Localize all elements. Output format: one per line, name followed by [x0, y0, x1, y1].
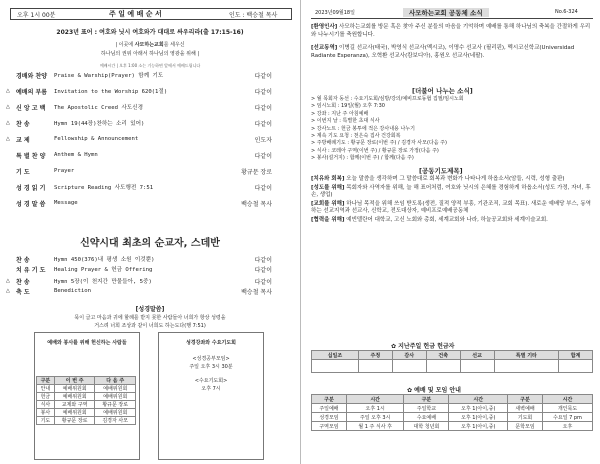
share-item: > 임시노회 : 19일(월) 오후 7:30 — [311, 103, 385, 110]
bulletin-number: No.6-324 — [555, 9, 578, 15]
order-desc-main: Invitation to the Worship — [54, 89, 139, 95]
order-by: 다같이 — [254, 104, 272, 112]
share-news-list — [311, 96, 593, 163]
prayer-item — [311, 201, 593, 216]
order-mark: △ — [6, 278, 10, 284]
prayer-text: 예빈델란어 대학교, 고신 노회와 총회, 세계교회와 나라, 하늘공교회와 세계이슬교회. — [344, 216, 548, 223]
worship-note: 예배시간 | 오후 1:00 소는 기능하면 앞에서 예배드립니다 — [99, 63, 201, 68]
verse-title: [성경말씀] — [135, 306, 165, 313]
order-mark — [6, 150, 16, 160]
order-name: 치 유 기 도 — [16, 266, 46, 274]
order-by: 다같이 — [254, 184, 272, 192]
offering-table — [311, 350, 593, 373]
offering-head-cell: 십일조 — [312, 351, 359, 360]
order-desc — [54, 134, 202, 144]
order-by: 인도자 — [254, 136, 272, 144]
service-head-cell: 이 번 주 — [54, 377, 95, 385]
schedule-table — [311, 394, 593, 431]
offering-value-cell — [494, 360, 558, 373]
schedule-cell: 오후 1(아이,중) — [449, 422, 508, 431]
schedule-head-row — [312, 395, 593, 404]
mission-text: [선교동역] 이병길 선교사(태국), 박영식 선교사(멕시코), 이명수 선교사 (필리핀), 멕시코신학교(Universidad Radiante Esperanza), 오혁환 선교사(캄보디아), 홍원오 선교사(네팔). — [311, 45, 575, 59]
order-by: 백승철 목사 — [241, 288, 272, 296]
order-item — [6, 276, 272, 286]
share-item: > 식사 : 코레아 구역(이번 주) / 황규문 장로 가정(다음 주) — [311, 147, 439, 154]
offering-head-cell: 감사 — [392, 351, 426, 360]
offering-head-cell: 주정 — [358, 351, 392, 360]
service-cell: 기도 — [37, 417, 55, 425]
share-item: > 주방배례기도 : 황규문 장로(이번 주) / 김경자 사모(다음 주) — [311, 140, 447, 147]
order-desc-main: Fellowship & Announcement — [54, 136, 139, 142]
order-desc-note: 620(1절) — [141, 89, 168, 95]
order-mark — [6, 254, 16, 264]
service-time: 오후 1시 00분 — [17, 12, 56, 19]
order-by: 다같이 — [254, 152, 272, 160]
order-name: 성 경 읽 기 — [16, 184, 46, 192]
order-desc-note: 사도신경 — [121, 105, 143, 111]
share-item: > 계속 기도 요청 : 천은숙 집사 건강회복 — [311, 133, 401, 140]
share-news-title: [더불어 나누는 소식] — [412, 87, 473, 95]
order-desc — [54, 166, 202, 176]
prayer-title: [공동기도제목] — [419, 167, 463, 175]
schedule-cell: 새벽예배 — [508, 404, 543, 413]
service-cell: 예배위원회 — [95, 409, 136, 417]
news-title: 사모하는교회 공동체 소식 — [403, 8, 489, 17]
schedule-cell: 기도회 — [508, 413, 543, 422]
offering-head-cell: 특별 기타 — [494, 351, 558, 360]
offering-head-row — [312, 351, 593, 360]
preacher: 인도 : 백승철 목사 — [229, 12, 278, 19]
worship-title: 주 일 예 배 순 서 — [109, 10, 162, 18]
news-header — [311, 8, 593, 19]
schedule-cell: 성경모임 — [312, 413, 347, 422]
schedule-cell: 대학 청년회 — [404, 422, 449, 431]
offering-title: ✿ 지난주일 헌금 헌금자 — [391, 343, 455, 350]
service-head-cell: 구분 — [37, 377, 55, 385]
schedule-cell: 개인묵도 — [542, 404, 592, 413]
bible-study-title: <성경공부모임> — [192, 356, 230, 362]
order-name: 축 도 — [16, 288, 30, 296]
schedule-head-cell: 구분 — [508, 395, 543, 404]
share-item: > 이번지 날 : 특별한 초대 식사 — [311, 118, 380, 125]
service-cell: 교제와 구역 — [54, 401, 95, 409]
schedule-head-cell: 시간 — [346, 395, 403, 404]
order-desc: Healing Prayer & 헌금 Offering — [54, 267, 153, 273]
wednesday-prayer-time: 오후 7시 — [201, 386, 221, 392]
order-mark — [6, 166, 16, 176]
bible-study-time: 주일 오후 3시 30분 — [189, 364, 233, 370]
order-item — [6, 70, 272, 80]
service-cell: 예배위원회 — [95, 393, 136, 401]
schedule-cell: 오후 1(아이,중) — [449, 413, 508, 422]
order-by: 백승철 목사 — [241, 200, 272, 208]
welcome-text: [환영인사] 사모하는교회를 방문 혹은 찾아 주신 분들의 마음을 기억하며 예배를 통해 하나님의 축복을 간절하게 우리와 나누시기를 축원합니다. — [311, 24, 591, 38]
worship-order-list-2 — [6, 254, 272, 296]
order-desc — [54, 182, 202, 192]
share-item: > 월 목회자 동선 : 수요기도회/심방/강의/예비프로동협 집필/임시노회 — [311, 96, 464, 102]
order-item — [6, 102, 272, 112]
order-by: 다같이 — [254, 266, 272, 274]
wednesday-prayer-title: <수요기도회> — [194, 378, 228, 384]
order-item — [6, 150, 272, 160]
schedule-row — [312, 422, 593, 431]
schedule-cell: 오후 1시 — [346, 404, 403, 413]
order-spacer — [6, 208, 272, 214]
order-name: 교 제 — [16, 136, 30, 144]
order-name: 신 앙 고 백 — [16, 104, 46, 112]
schedule-cell: 주일예배 — [312, 404, 347, 413]
order-name: 예배의 부름 — [16, 88, 48, 96]
order-desc — [54, 86, 202, 96]
order-item — [6, 134, 272, 144]
order-name: 성 경 말 씀 — [16, 200, 46, 208]
welcome-line-2: 하나님의 권위 아래서 하나님의 영광을 위해 | — [100, 51, 200, 57]
order-desc — [54, 102, 202, 112]
service-row — [37, 385, 136, 393]
order-item — [6, 118, 272, 128]
order-desc: Benediction — [54, 288, 92, 294]
order-name: 찬 송 — [16, 256, 30, 264]
service-cell: 예배위원회 — [54, 385, 95, 393]
prayer-item — [311, 217, 593, 225]
share-item: > 봉사(설거지) : 합께(이번 주) / 합께(다음 주) — [311, 155, 414, 162]
order-by: 다같이 — [254, 88, 272, 96]
schedule-cell: 문학모임 — [508, 422, 543, 431]
schedule-row — [312, 413, 593, 422]
order-desc-main: Hymn 19(44장)찬하는 소리 있어) — [54, 121, 145, 127]
service-cell: 식사 — [37, 401, 55, 409]
service-table — [36, 376, 136, 425]
service-cell: 예배위원회 — [95, 385, 136, 393]
order-desc-main: Anthem & Hymn — [54, 152, 98, 158]
flower-icon: ✿ — [391, 343, 397, 350]
order-desc — [54, 150, 202, 160]
order-desc-note: 함께 기도 — [138, 73, 164, 79]
offering-head-cell: 건축 — [426, 351, 460, 360]
bible-box-title: 성경강좌와 수요기도회 — [185, 340, 237, 346]
service-row — [37, 417, 136, 425]
bulletin-date: 2023년09월18일 — [315, 10, 355, 16]
schedule-title: ✿ 예배 및 모임 안내 — [407, 387, 461, 394]
offering-value-cell — [392, 360, 426, 373]
service-head-cell: 다 음 주 — [95, 377, 136, 385]
yearly-motto: 2023년 표어 : 여호와 닛시 여호와가 대대로 싸우리라(출 17:15-16) — [56, 29, 244, 36]
order-by: 다같이 — [254, 120, 272, 128]
schedule-head-cell: 구분 — [312, 395, 347, 404]
order-item — [6, 166, 272, 176]
service-row — [37, 393, 136, 401]
order-mark — [6, 182, 16, 192]
prayer-text: 하나님 목적을 위해 쓰임 받도록(생전, 질적 양적 부흥, 기관조직, 교회 목표). 새로운 예배당 부스, 동역하는 선교지역과 선교사, 신학교, 전도대상자, 예비프로예배공동체 — [311, 200, 591, 215]
service-row — [37, 409, 136, 417]
order-item — [6, 86, 272, 96]
prayer-head: [성도를 위해] — [311, 184, 345, 191]
prayer-head: [협력을 위해] — [311, 216, 345, 223]
order-desc-main: Message — [54, 200, 78, 206]
schedule-row — [312, 404, 593, 413]
order-mark: △ — [6, 120, 10, 126]
offering-head-cell: 합계 — [559, 351, 593, 360]
order-desc-main: Praise & Warship(Prayer) — [54, 73, 135, 79]
order-desc-note: 사도행전 7:51 — [114, 185, 154, 191]
order-desc-main: The Apostolic Creed — [54, 105, 118, 111]
service-row — [37, 401, 136, 409]
service-head-row — [37, 377, 136, 385]
order-mark — [6, 70, 16, 80]
service-cell: 황규문 장로 — [95, 401, 136, 409]
prayer-text: 오늘 말씀을 생각하며 그 말씀대로 회복과 변화가 나타나게 하옵소서(암들, 시력, 성형 출판) — [344, 176, 565, 182]
order-name: 찬 송 — [16, 120, 30, 128]
schedule-cell: 구역모임 — [312, 422, 347, 431]
order-mark: △ — [6, 136, 10, 142]
order-desc-main: Prayer — [54, 168, 75, 174]
service-cell: 봉사 — [37, 409, 55, 417]
order-mark — [6, 264, 16, 274]
service-cell: 황규문 장로 — [54, 417, 95, 425]
order-desc — [54, 198, 202, 208]
news-page — [301, 0, 600, 464]
offering-value-cell — [312, 360, 359, 373]
order-by: 다같이 — [254, 72, 272, 80]
offering-value-cell — [426, 360, 460, 373]
schedule-cell: 월 1 주 식사 후 — [346, 422, 403, 431]
schedule-cell: 오후 1(아이,중) — [449, 404, 508, 413]
schedule-cell: 오후 — [542, 422, 592, 431]
order-item — [6, 286, 272, 296]
order-name: 특 별 찬 양 — [16, 152, 46, 160]
verse-line-1: 묵이 글고 마음과 귀에 할례를 받지 못한 사람들아 너희가 항상 성령을 — [74, 315, 226, 321]
order-desc: Hymn 450(376)내 평생 소원 이것뿐) — [54, 257, 155, 263]
prayer-head: [치유와 회복] — [311, 176, 345, 182]
offering-value-row — [312, 360, 593, 373]
order-name: 경배와 찬양 — [16, 72, 48, 80]
worship-order-list — [6, 70, 272, 214]
order-desc: Hymn 5장(이 천지간 만물들아, 5중) — [54, 279, 152, 285]
share-item: > 강사노트 : 헌금 봉투에 적은 강사내용 나누기 — [311, 125, 415, 132]
schedule-cell: 주일학교 — [404, 404, 449, 413]
service-cell: 예배위원회 — [54, 409, 95, 417]
bible-box — [158, 332, 264, 460]
offering-value-cell — [460, 360, 494, 373]
order-name: 찬 송 — [16, 278, 30, 286]
share-item: > 강좌 : 지난 주 아침예배 — [311, 110, 369, 117]
flower-icon-2: ✿ — [407, 387, 413, 394]
order-name: 기 도 — [16, 168, 30, 176]
order-item — [6, 182, 272, 192]
offering-value-cell — [559, 360, 593, 373]
schedule-head-cell: 시간 — [542, 395, 592, 404]
service-cell: 예배위원회 — [54, 393, 95, 401]
prayer-item — [311, 185, 593, 200]
order-mark: △ — [6, 104, 10, 110]
order-item — [6, 254, 272, 264]
schedule-head-cell: 구분 — [404, 395, 449, 404]
prayer-item — [311, 176, 593, 184]
prayer-list — [311, 176, 593, 226]
offering-head-cell: 선교 — [460, 351, 494, 360]
prayer-text: 목회자와 사역자를 위해, 늘 해 표어처럼, 여호와 닛시의 은혜를 경험하게 하옵소서(성도 가정, 자녀, 후손, 생업) — [311, 184, 591, 199]
schedule-cell: 주일 오후 3시 — [346, 413, 403, 422]
verse-line-2: 거스려 너희 조상과 같이 너희도 하는도다(행 7:51) — [94, 323, 206, 329]
order-by: 황규문 장로 — [241, 168, 272, 176]
order-item — [6, 264, 272, 274]
prayer-head: [교회를 위해] — [311, 200, 345, 207]
order-desc — [54, 70, 202, 80]
order-item — [6, 198, 272, 208]
spacer — [6, 208, 272, 214]
order-by: 다같이 — [254, 256, 272, 264]
order-mark: △ — [6, 88, 10, 94]
order-desc — [54, 118, 202, 128]
order-mark — [6, 198, 16, 208]
schedule-cell: 수요일 7 pm — [542, 413, 592, 422]
offering-value-cell — [358, 360, 392, 373]
sermon-title: 신약시대 최초의 순교자, 스데반 — [80, 238, 220, 249]
welcome-line-1: | 이곳에 사모하는교회를 세우신 — [115, 42, 185, 48]
service-box-title: 예배와 봉사를 위해 헌신하는 사람들 — [47, 340, 127, 346]
order-mark: △ — [6, 288, 10, 294]
order-desc-main: Scripture Reading — [54, 185, 112, 191]
service-cell: 헌금 — [37, 393, 55, 401]
service-cell: 김경자 사모 — [95, 417, 136, 425]
schedule-head-cell: 시간 — [449, 395, 508, 404]
schedule-cell: 수요예배 — [404, 413, 449, 422]
order-by: 다같이 — [254, 278, 272, 286]
service-cell: 안내 — [37, 385, 55, 393]
worship-header — [10, 8, 292, 20]
